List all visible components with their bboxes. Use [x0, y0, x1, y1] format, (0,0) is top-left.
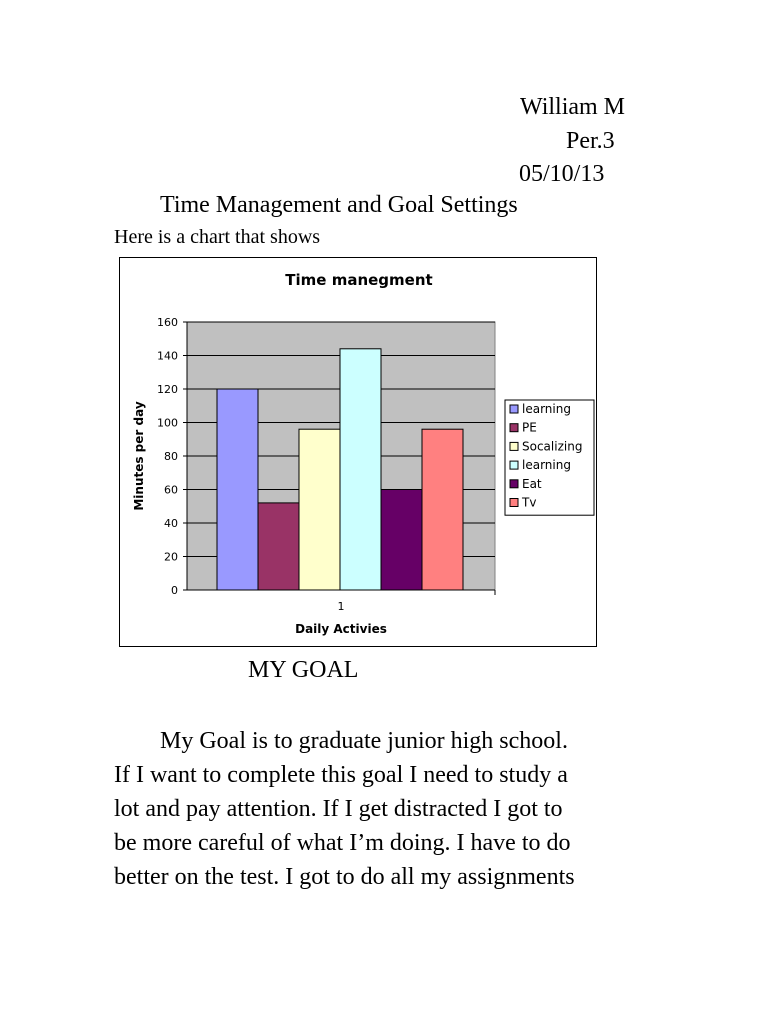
x-tick-label: 1	[337, 600, 345, 613]
goal-paragraph	[114, 724, 654, 894]
legend-swatch	[510, 480, 518, 488]
y-tick-label: 160	[157, 316, 178, 329]
bar-2	[258, 503, 299, 590]
legend-label: Eat	[522, 476, 542, 491]
document-title: Time Management and Goal Settings	[160, 192, 518, 218]
y-tick-label: 100	[157, 416, 178, 430]
legend-swatch	[510, 405, 518, 413]
goal-line: lot and pay attention. If I get distracted I got to	[114, 796, 563, 822]
bar-5	[381, 490, 422, 591]
goal-line: My Goal is to graduate junior high school.	[160, 728, 568, 754]
bar-4	[340, 349, 381, 590]
y-tick-label: 0	[171, 584, 178, 597]
legend-label: learning	[522, 458, 571, 473]
y-tick-label: 80	[164, 450, 178, 463]
legend-label: Socalizing	[522, 439, 583, 454]
author-name: William M	[520, 94, 626, 120]
class-period: Per.3	[566, 128, 615, 154]
bar-3	[299, 429, 340, 590]
legend-label: learning	[522, 402, 571, 416]
chart-legend	[505, 400, 594, 515]
legend-label: PE	[522, 420, 537, 435]
chart-container	[119, 257, 597, 647]
goal-heading: MY GOAL	[248, 657, 359, 683]
legend-label: Tv	[522, 495, 537, 510]
y-tick-label: 20	[164, 550, 178, 564]
bar-6	[422, 429, 463, 590]
chart-title: Time manegment	[285, 271, 433, 289]
x-axis-label: Daily Activies	[295, 622, 387, 636]
bar-chart	[120, 258, 596, 646]
legend-swatch	[510, 442, 518, 450]
y-tick-label: 120	[157, 383, 178, 396]
bar-1	[217, 389, 258, 590]
intro-text: Here is a chart that shows	[114, 226, 321, 248]
goal-line: better on the test. I got to do all my assignments	[114, 864, 575, 890]
y-tick-label: 140	[157, 349, 178, 363]
goal-line: If I want to complete this goal I need to study a	[114, 762, 568, 788]
legend-swatch	[510, 424, 518, 432]
y-axis-label: Minutes per day	[132, 401, 146, 511]
y-tick-label: 60	[164, 483, 178, 497]
y-tick-label: 40	[164, 517, 178, 530]
legend-swatch	[510, 499, 518, 507]
legend-swatch	[510, 461, 518, 469]
goal-line: be more careful of what I’m doing. I have to do	[114, 830, 571, 856]
document-date: 05/10/13	[519, 161, 605, 187]
